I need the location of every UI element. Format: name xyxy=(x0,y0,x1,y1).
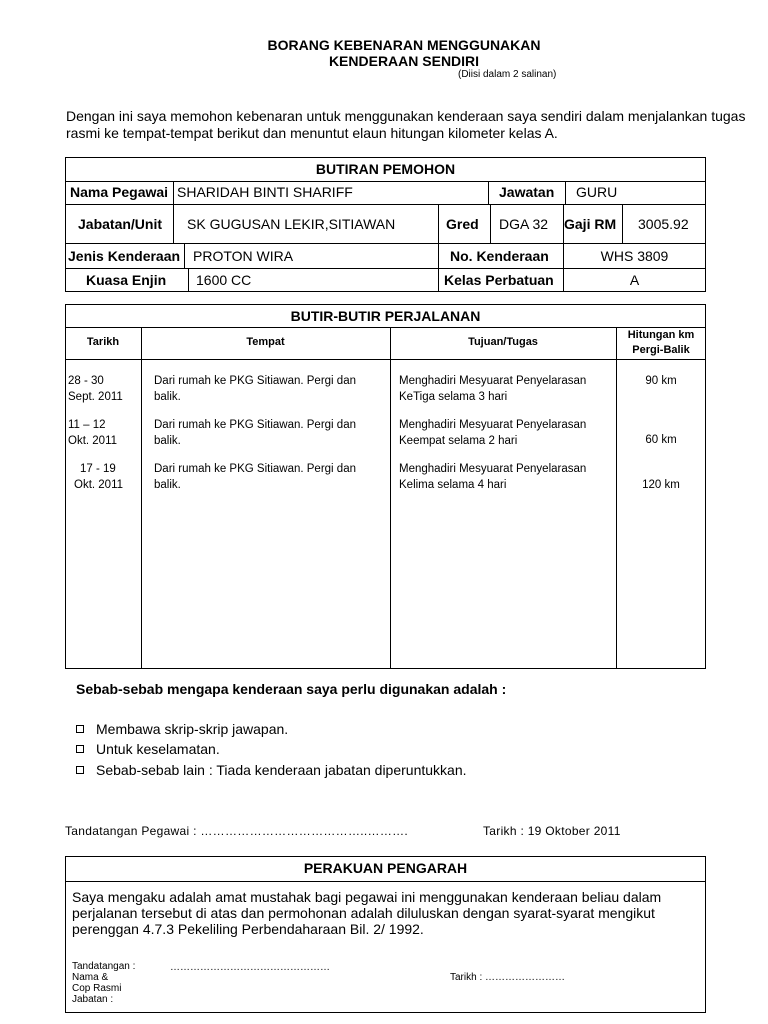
director-name-label: Nama & xyxy=(72,972,109,983)
director-stamp-label: Cop Rasmi xyxy=(72,983,122,994)
trip-row-place: Dari rumah ke PKG Sitiawan. Pergi dan balik. xyxy=(154,463,356,491)
reasons-heading: Sebab-sebab mengapa kenderaan saya perlu digunakan adalah : xyxy=(76,681,507,697)
engine-label: Kuasa Enjin xyxy=(86,272,167,288)
trip-row-km: 90 km xyxy=(645,375,677,387)
position-value: GURU xyxy=(576,184,618,200)
copies-note: (Diisi dalam 2 salinan) xyxy=(458,69,557,80)
grade-value: DGA 32 xyxy=(499,216,549,232)
engine-value: 1600 CC xyxy=(196,272,252,288)
department-label: Jabatan/Unit xyxy=(78,216,163,232)
name-label: Nama Pegawai xyxy=(70,184,169,200)
trip-row-km: 120 km xyxy=(642,479,680,491)
checkbox-icon[interactable] xyxy=(76,766,84,774)
col-date-header: Tarikh xyxy=(86,336,120,348)
certification-title: PERAKUAN PENGARAH xyxy=(303,860,468,876)
salary-value: 3005.92 xyxy=(638,216,689,232)
class-label: Kelas Perbatuan xyxy=(444,272,554,288)
class-value: A xyxy=(629,272,640,288)
director-dept-label: Jabatan : xyxy=(72,994,114,1005)
trip-row-purpose: Menghadiri Mesyuarat Penyelarasan Keempat selama 2 hari xyxy=(399,419,587,447)
reason-item: Sebab-sebab lain : Tiada kenderaan jabatan diperuntukkan. xyxy=(76,762,467,778)
vehicle-no-value: WHS 3809 xyxy=(600,248,669,264)
department-value: SK GUGUSAN LEKIR,SITIAWAN xyxy=(187,216,396,232)
trip-row-date: 17 - 19 Okt. 2011 xyxy=(74,463,124,491)
form-title-line1: BORANG KEBENARAN MENGGUNAKAN xyxy=(267,37,541,53)
trips-section-title: BUTIR-BUTIR PERJALANAN xyxy=(290,308,481,324)
vehicle-no-label: No. Kenderaan xyxy=(450,248,549,264)
trip-row-place: Dari rumah ke PKG Sitiawan. Pergi dan balik. xyxy=(154,375,356,403)
officer-signature-line: Tandatangan Pegawai : …………………………………..………. xyxy=(65,824,409,838)
certification-text: Saya mengaku adalah amat mustahak bagi pegawai ini menggunakan kenderaan beliau dalam perjalanan tersebut di atas dan permohonan adalah diluluskan dengan syarat-syarat mengikut perenggan 4.7.3 Pekeliling Perbendaharaan Bil. 2/ 1992. xyxy=(72,889,662,937)
form-title-line2: KENDERAAN SENDIRI xyxy=(328,53,480,69)
director-sign-label: Tandatangan : xyxy=(72,961,136,972)
vehicle-type-value: PROTON WIRA xyxy=(193,248,294,264)
trip-row-km: 60 km xyxy=(645,434,677,446)
col-km-header-2: Pergi-Balik xyxy=(632,344,690,356)
col-km-header: Hitungan km xyxy=(627,329,695,341)
trip-row-place: Dari rumah ke PKG Sitiawan. Pergi dan balik. xyxy=(154,419,356,447)
vehicle-type-label: Jenis Kenderaan xyxy=(68,248,181,264)
position-label: Jawatan xyxy=(499,184,555,200)
director-date: Tarikh : …………………… xyxy=(450,972,566,983)
applicant-section-title: BUTIRAN PEMOHON xyxy=(315,161,456,177)
trip-row-purpose: Menghadiri Mesyuarat Penyelarasan KeTiga selama 3 hari xyxy=(399,375,587,403)
intro-paragraph: Dengan ini saya memohon kebenaran untuk menggunakan kenderaan saya sendiri dalam menjalankan tugas rasmi ke tempat-tempat berikut dan menuntut elaun hitungan kilometer kelas A. xyxy=(66,108,746,141)
trip-row-purpose: Menghadiri Mesyuarat Penyelarasan Kelima selama 4 hari xyxy=(399,463,587,491)
salary-label: Gaji RM xyxy=(564,216,617,232)
col-place-header: Tempat xyxy=(246,336,285,348)
grade-label: Gred xyxy=(446,216,479,232)
col-purpose-header: Tujuan/Tugas xyxy=(468,336,538,348)
checkbox-icon[interactable] xyxy=(76,745,84,753)
trip-row-date: 28 - 30 Sept. 2011 xyxy=(68,375,123,403)
director-sign-dots: ………………………………………… xyxy=(170,962,330,973)
signature-date: Tarikh : 19 Oktober 2011 xyxy=(483,824,621,838)
name-value: SHARIDAH BINTI SHARIFF xyxy=(177,184,353,200)
reason-item: Untuk keselamatan. xyxy=(76,741,220,757)
checkbox-icon[interactable] xyxy=(76,725,84,733)
trip-row-date: 11 – 12 Okt. 2011 xyxy=(68,419,118,447)
reason-item: Membawa skrip-skrip jawapan. xyxy=(76,721,288,737)
